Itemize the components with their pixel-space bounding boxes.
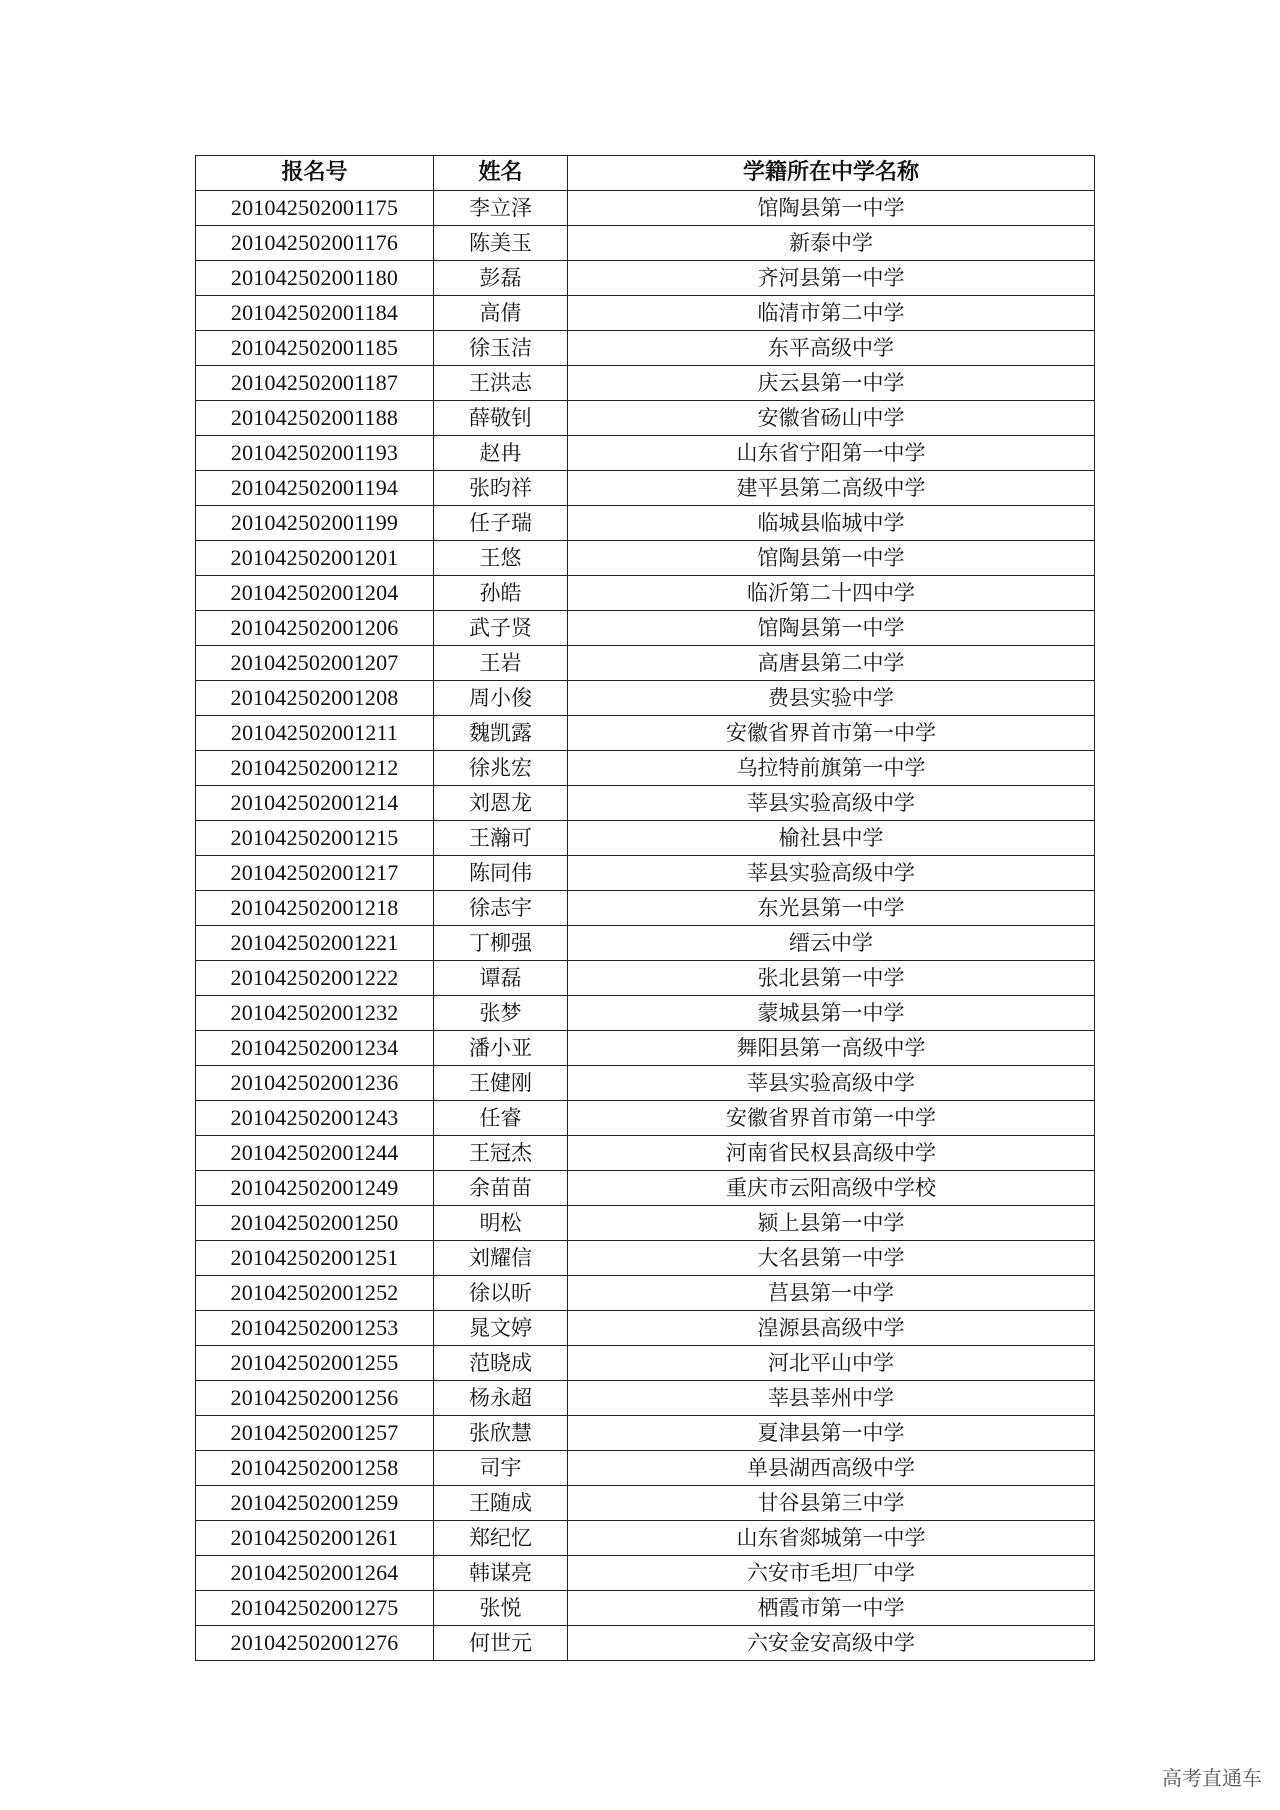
registration-number-cell: 201042502001221 (196, 926, 434, 961)
registration-number-cell: 201042502001264 (196, 1556, 434, 1591)
registration-number-cell: 201042502001175 (196, 191, 434, 226)
watermark-text: 高考直通车 (1162, 1766, 1262, 1790)
student-name-cell: 徐兆宏 (434, 751, 568, 786)
student-list-table (195, 155, 1095, 1661)
school-name-cell: 榆社县中学 (568, 821, 1095, 856)
school-name-cell: 乌拉特前旗第一中学 (568, 751, 1095, 786)
header-name: 姓名 (434, 156, 568, 191)
school-name-cell: 馆陶县第一中学 (568, 191, 1095, 226)
student-name-cell: 张悦 (434, 1591, 568, 1626)
school-name-cell: 夏津县第一中学 (568, 1416, 1095, 1451)
student-name-cell: 司宇 (434, 1451, 568, 1486)
table-row (196, 926, 1095, 961)
table-row (196, 296, 1095, 331)
student-name-cell: 徐志宇 (434, 891, 568, 926)
registration-number-cell: 201042502001257 (196, 1416, 434, 1451)
table-row (196, 1206, 1095, 1241)
registration-number-cell: 201042502001249 (196, 1171, 434, 1206)
student-name-cell: 范晓成 (434, 1346, 568, 1381)
registration-number-cell: 201042502001255 (196, 1346, 434, 1381)
registration-number-cell: 201042502001234 (196, 1031, 434, 1066)
student-name-cell: 王岩 (434, 646, 568, 681)
table-row (196, 1381, 1095, 1416)
table-row (196, 891, 1095, 926)
student-name-cell: 郑纪忆 (434, 1521, 568, 1556)
table-row (196, 751, 1095, 786)
student-name-cell: 高倩 (434, 296, 568, 331)
table-row (196, 576, 1095, 611)
table-row (196, 996, 1095, 1031)
table-row (196, 1101, 1095, 1136)
student-name-cell: 彭磊 (434, 261, 568, 296)
registration-number-cell: 201042502001243 (196, 1101, 434, 1136)
school-name-cell: 莒县第一中学 (568, 1276, 1095, 1311)
table-row (196, 261, 1095, 296)
table-row (196, 1031, 1095, 1066)
school-name-cell: 安徽省界首市第一中学 (568, 716, 1095, 751)
school-name-cell: 费县实验中学 (568, 681, 1095, 716)
student-name-cell: 李立泽 (434, 191, 568, 226)
student-name-cell: 杨永超 (434, 1381, 568, 1416)
student-name-cell: 魏凯露 (434, 716, 568, 751)
table-row (196, 226, 1095, 261)
registration-number-cell: 201042502001236 (196, 1066, 434, 1101)
table-row (196, 681, 1095, 716)
registration-number-cell: 201042502001251 (196, 1241, 434, 1276)
registration-number-cell: 201042502001211 (196, 716, 434, 751)
table-row (196, 1346, 1095, 1381)
registration-number-cell: 201042502001176 (196, 226, 434, 261)
table-row (196, 1591, 1095, 1626)
table-row (196, 1066, 1095, 1101)
header-school-name: 学籍所在中学名称 (568, 156, 1095, 191)
student-name-cell: 余苗苗 (434, 1171, 568, 1206)
table-row (196, 1276, 1095, 1311)
student-name-cell: 王随成 (434, 1486, 568, 1521)
table-row (196, 191, 1095, 226)
table-row (196, 716, 1095, 751)
school-name-cell: 馆陶县第一中学 (568, 611, 1095, 646)
registration-number-cell: 201042502001188 (196, 401, 434, 436)
table-row (196, 646, 1095, 681)
school-name-cell: 安徽省界首市第一中学 (568, 1101, 1095, 1136)
registration-number-cell: 201042502001217 (196, 856, 434, 891)
school-name-cell: 莘县实验高级中学 (568, 786, 1095, 821)
school-name-cell: 莘县实验高级中学 (568, 1066, 1095, 1101)
table-row (196, 1626, 1095, 1661)
school-name-cell: 建平县第二高级中学 (568, 471, 1095, 506)
registration-number-cell: 201042502001214 (196, 786, 434, 821)
table-row (196, 786, 1095, 821)
table-row (196, 331, 1095, 366)
student-name-cell: 徐以昕 (434, 1276, 568, 1311)
registration-number-cell: 201042502001259 (196, 1486, 434, 1521)
school-name-cell: 缙云中学 (568, 926, 1095, 961)
table-row (196, 471, 1095, 506)
registration-number-cell: 201042502001258 (196, 1451, 434, 1486)
student-name-cell: 王冠杰 (434, 1136, 568, 1171)
school-name-cell: 临沂第二十四中学 (568, 576, 1095, 611)
registration-number-cell: 201042502001261 (196, 1521, 434, 1556)
student-name-cell: 陈美玉 (434, 226, 568, 261)
registration-number-cell: 201042502001180 (196, 261, 434, 296)
table-row (196, 1171, 1095, 1206)
student-name-cell: 王洪志 (434, 366, 568, 401)
school-name-cell: 六安金安高级中学 (568, 1626, 1095, 1661)
student-name-cell: 孙皓 (434, 576, 568, 611)
school-name-cell: 重庆市云阳高级中学校 (568, 1171, 1095, 1206)
school-name-cell: 临清市第二中学 (568, 296, 1095, 331)
school-name-cell: 安徽省砀山中学 (568, 401, 1095, 436)
student-name-cell: 张欣慧 (434, 1416, 568, 1451)
registration-number-cell: 201042502001276 (196, 1626, 434, 1661)
student-name-cell: 任子瑞 (434, 506, 568, 541)
table-row (196, 856, 1095, 891)
student-name-cell: 王悠 (434, 541, 568, 576)
student-name-cell: 潘小亚 (434, 1031, 568, 1066)
registration-number-cell: 201042502001204 (196, 576, 434, 611)
student-name-cell: 张梦 (434, 996, 568, 1031)
registration-number-cell: 201042502001207 (196, 646, 434, 681)
header-row (196, 156, 1095, 191)
student-name-cell: 薛敬钊 (434, 401, 568, 436)
table-row (196, 1311, 1095, 1346)
table-row (196, 1416, 1095, 1451)
registration-number-cell: 201042502001232 (196, 996, 434, 1031)
registration-number-cell: 201042502001187 (196, 366, 434, 401)
school-name-cell: 庆云县第一中学 (568, 366, 1095, 401)
student-name-cell: 赵冉 (434, 436, 568, 471)
table-row (196, 1241, 1095, 1276)
table-head (196, 156, 1095, 191)
table-row (196, 506, 1095, 541)
school-name-cell: 莘县实验高级中学 (568, 856, 1095, 891)
registration-number-cell: 201042502001185 (196, 331, 434, 366)
registration-number-cell: 201042502001199 (196, 506, 434, 541)
student-name-cell: 谭磊 (434, 961, 568, 996)
table-body (196, 191, 1095, 1661)
student-name-cell: 武子贤 (434, 611, 568, 646)
student-name-cell: 王健刚 (434, 1066, 568, 1101)
student-name-cell: 刘耀信 (434, 1241, 568, 1276)
school-name-cell: 湟源县高级中学 (568, 1311, 1095, 1346)
student-name-cell: 任睿 (434, 1101, 568, 1136)
registration-number-cell: 201042502001206 (196, 611, 434, 646)
registration-number-cell: 201042502001222 (196, 961, 434, 996)
registration-number-cell: 201042502001212 (196, 751, 434, 786)
table-row (196, 1521, 1095, 1556)
school-name-cell: 甘谷县第三中学 (568, 1486, 1095, 1521)
table-row (196, 401, 1095, 436)
student-name-cell: 何世元 (434, 1626, 568, 1661)
school-name-cell: 东光县第一中学 (568, 891, 1095, 926)
student-name-cell: 周小俊 (434, 681, 568, 716)
school-name-cell: 大名县第一中学 (568, 1241, 1095, 1276)
table-row (196, 611, 1095, 646)
school-name-cell: 东平高级中学 (568, 331, 1095, 366)
student-name-cell: 韩谋亮 (434, 1556, 568, 1591)
table-row (196, 1451, 1095, 1486)
school-name-cell: 馆陶县第一中学 (568, 541, 1095, 576)
registration-number-cell: 201042502001252 (196, 1276, 434, 1311)
student-name-cell: 张昀祥 (434, 471, 568, 506)
registration-number-cell: 201042502001253 (196, 1311, 434, 1346)
school-name-cell: 临城县临城中学 (568, 506, 1095, 541)
student-name-cell: 晁文婷 (434, 1311, 568, 1346)
registration-number-cell: 201042502001184 (196, 296, 434, 331)
school-name-cell: 张北县第一中学 (568, 961, 1095, 996)
table-row (196, 1486, 1095, 1521)
school-name-cell: 颍上县第一中学 (568, 1206, 1095, 1241)
table-row (196, 541, 1095, 576)
school-name-cell: 山东省宁阳第一中学 (568, 436, 1095, 471)
table-row (196, 1556, 1095, 1591)
registration-number-cell: 201042502001244 (196, 1136, 434, 1171)
school-name-cell: 河北平山中学 (568, 1346, 1095, 1381)
student-name-cell: 王瀚可 (434, 821, 568, 856)
registration-number-cell: 201042502001250 (196, 1206, 434, 1241)
table-row (196, 821, 1095, 856)
school-name-cell: 单县湖西高级中学 (568, 1451, 1095, 1486)
student-name-cell: 徐玉洁 (434, 331, 568, 366)
school-name-cell: 高唐县第二中学 (568, 646, 1095, 681)
header-registration-number: 报名号 (196, 156, 434, 191)
student-name-cell: 丁柳强 (434, 926, 568, 961)
school-name-cell: 河南省民权县高级中学 (568, 1136, 1095, 1171)
registration-number-cell: 201042502001193 (196, 436, 434, 471)
table-row (196, 961, 1095, 996)
registration-number-cell: 201042502001275 (196, 1591, 434, 1626)
school-name-cell: 齐河县第一中学 (568, 261, 1095, 296)
registration-number-cell: 201042502001194 (196, 471, 434, 506)
school-name-cell: 莘县莘州中学 (568, 1381, 1095, 1416)
school-name-cell: 新泰中学 (568, 226, 1095, 261)
student-name-cell: 陈同伟 (434, 856, 568, 891)
school-name-cell: 舞阳县第一高级中学 (568, 1031, 1095, 1066)
school-name-cell: 蒙城县第一中学 (568, 996, 1095, 1031)
student-name-cell: 刘恩龙 (434, 786, 568, 821)
table-row (196, 1136, 1095, 1171)
table-row (196, 436, 1095, 471)
school-name-cell: 山东省郯城第一中学 (568, 1521, 1095, 1556)
registration-number-cell: 201042502001218 (196, 891, 434, 926)
registration-number-cell: 201042502001215 (196, 821, 434, 856)
student-name-cell: 明松 (434, 1206, 568, 1241)
registration-number-cell: 201042502001256 (196, 1381, 434, 1416)
table-row (196, 366, 1095, 401)
registration-number-cell: 201042502001201 (196, 541, 434, 576)
school-name-cell: 栖霞市第一中学 (568, 1591, 1095, 1626)
school-name-cell: 六安市毛坦厂中学 (568, 1556, 1095, 1591)
registration-number-cell: 201042502001208 (196, 681, 434, 716)
